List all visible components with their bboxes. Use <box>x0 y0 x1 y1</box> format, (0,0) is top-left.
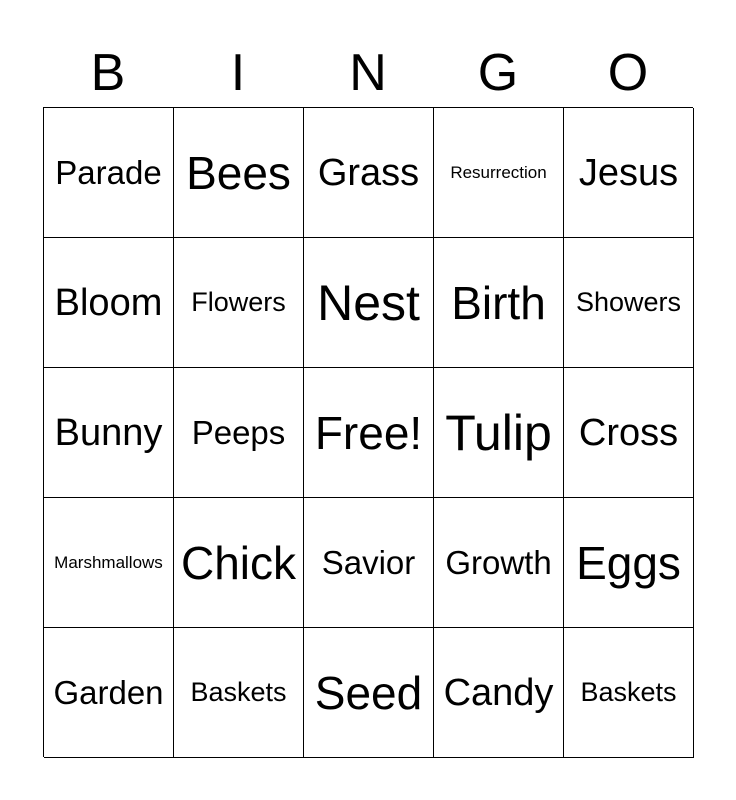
bingo-cell-r3-c3[interactable]: Free! <box>304 368 434 498</box>
bingo-cell-r5-c4[interactable]: Candy <box>434 628 564 758</box>
bingo-cell-r4-c1[interactable]: Marshmallows <box>44 498 174 628</box>
bingo-header <box>43 38 693 108</box>
bingo-cell-r2-c4[interactable]: Birth <box>434 238 564 368</box>
bingo-cell-r2-c3[interactable]: Nest <box>304 238 434 368</box>
bingo-cell-r4-c3[interactable]: Savior <box>304 498 434 628</box>
bingo-cell-r5-c5[interactable]: Baskets <box>564 628 694 758</box>
bingo-cell-r1-c3[interactable]: Grass <box>304 108 434 238</box>
bingo-cell-r2-c5[interactable]: Showers <box>564 238 694 368</box>
bingo-cell-r2-c2[interactable]: Flowers <box>174 238 304 368</box>
bingo-cell-r2-c1[interactable]: Bloom <box>44 238 174 368</box>
header-letter-b: B <box>90 44 126 102</box>
bingo-cell-r1-c2[interactable]: Bees <box>174 108 304 238</box>
bingo-cell-r5-c2[interactable]: Baskets <box>174 628 304 758</box>
header-letter-i: I <box>230 44 246 102</box>
bingo-cell-r5-c1[interactable]: Garden <box>44 628 174 758</box>
bingo-board <box>43 107 693 757</box>
bingo-cell-r3-c4[interactable]: Tulip <box>434 368 564 498</box>
bingo-cell-r3-c2[interactable]: Peeps <box>174 368 304 498</box>
bingo-cell-r4-c2[interactable]: Chick <box>174 498 304 628</box>
bingo-cell-r3-c5[interactable]: Cross <box>564 368 694 498</box>
bingo-cell-r1-c4[interactable]: Resurrection <box>434 108 564 238</box>
header-letter-n: N <box>349 44 387 102</box>
header-letter-o: O <box>607 44 649 102</box>
bingo-cell-r1-c1[interactable]: Parade <box>44 108 174 238</box>
bingo-cell-r4-c5[interactable]: Eggs <box>564 498 694 628</box>
bingo-cell-r1-c5[interactable]: Jesus <box>564 108 694 238</box>
header-letter-g: G <box>477 44 519 102</box>
bingo-cell-r3-c1[interactable]: Bunny <box>44 368 174 498</box>
bingo-cell-r5-c3[interactable]: Seed <box>304 628 434 758</box>
bingo-cell-r4-c4[interactable]: Growth <box>434 498 564 628</box>
